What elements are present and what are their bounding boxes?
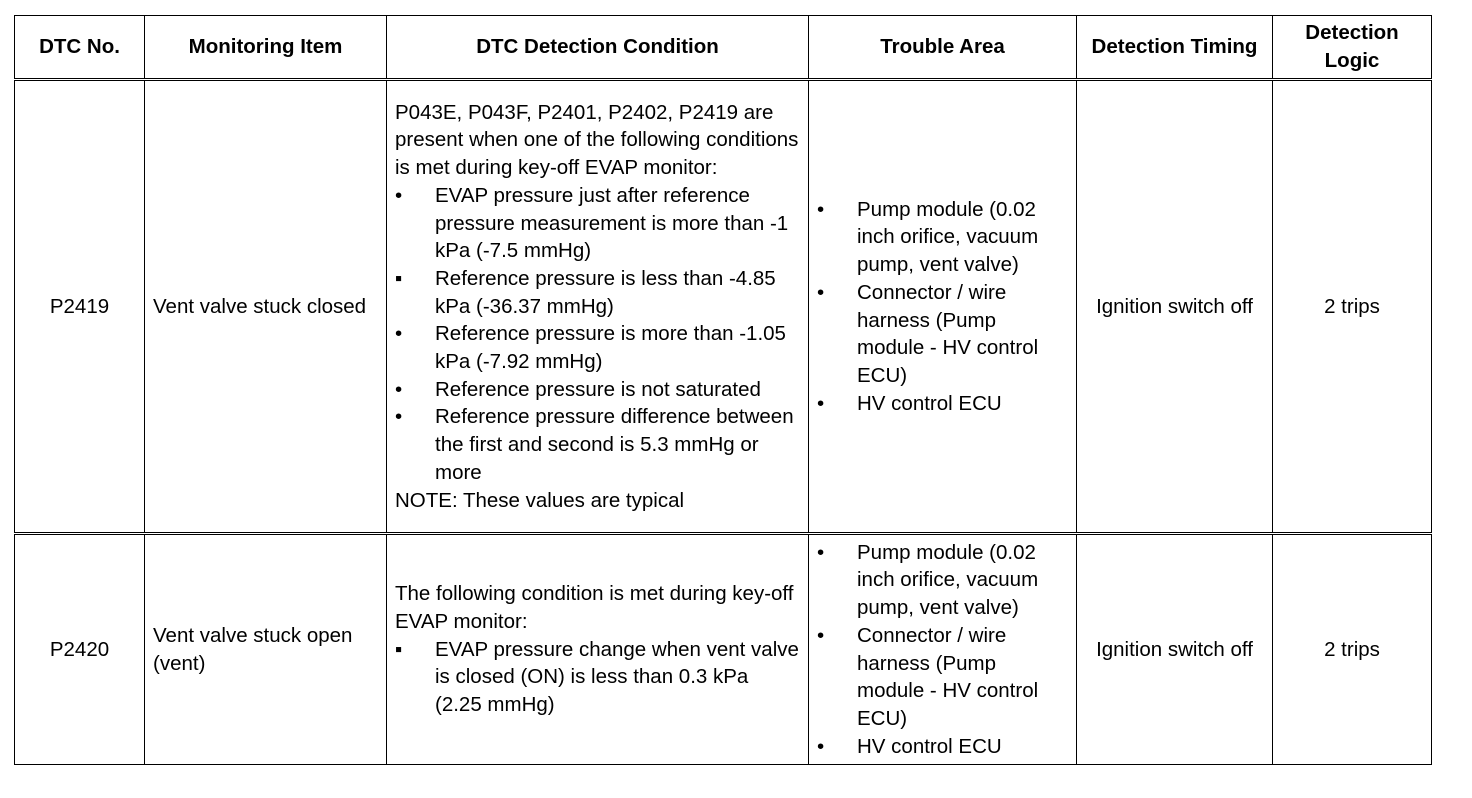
header-detection-logic: Detection Logic (1273, 16, 1432, 80)
trouble-area-list (817, 196, 1068, 418)
trouble-area (809, 80, 1077, 534)
list-item (817, 196, 1068, 279)
trouble-area-list (817, 539, 1068, 761)
header-detection-timing: Detection Timing (1077, 16, 1273, 80)
condition-note: NOTE: These values are typical (395, 488, 685, 512)
trouble-area-text: Pump module (0.02 inch orifice, vacuum pump, vent valve) (857, 197, 1039, 277)
list-item (817, 622, 1068, 733)
table-row (15, 534, 1432, 765)
trouble-area-text: Pump module (0.02 inch orifice, vacuum pump, vent valve) (857, 540, 1039, 620)
bullet-icon: • (817, 540, 825, 564)
trouble-area-text: Connector / wire harness (Pump module - HV control ECU) (857, 623, 1039, 730)
header-monitoring-item: Monitoring Item (145, 16, 387, 80)
list-item (395, 320, 800, 375)
list-item (395, 376, 800, 404)
list-item (817, 733, 1068, 761)
detection-logic: 2 trips (1273, 534, 1432, 765)
condition-text: Reference pressure is less than -4.85 kPa (-36.37 mmHg) (435, 266, 776, 318)
dtc-table (14, 15, 1432, 765)
header-detection-condition: DTC Detection Condition (387, 16, 809, 80)
condition-intro: P043E, P043F, P2401, P2402, P2419 are present when one of the following conditions is met during key-off EVAP monitor: (395, 100, 799, 180)
bullet-icon: • (395, 183, 403, 207)
bullet-icon: • (817, 734, 825, 758)
list-item (817, 539, 1068, 622)
list-item (817, 279, 1068, 390)
condition-list (395, 182, 800, 487)
detection-logic: 2 trips (1273, 80, 1432, 534)
trouble-area-text: HV control ECU (857, 734, 1002, 758)
trouble-area (809, 534, 1077, 765)
monitoring-item: Vent valve stuck closed (145, 80, 387, 534)
trouble-area-text: HV control ECU (857, 391, 1002, 415)
dtc-number: P2420 (15, 534, 145, 765)
dtc-number: P2419 (15, 80, 145, 534)
header-trouble-area: Trouble Area (809, 16, 1077, 80)
condition-text: EVAP pressure just after reference pressure measurement is more than -1 kPa (-7.5 mmHg) (435, 183, 789, 263)
list-item (395, 636, 800, 719)
condition-text: EVAP pressure change when vent valve is closed (ON) is less than 0.3 kPa (2.25 mmHg) (435, 637, 799, 717)
detection-condition (387, 80, 809, 534)
table-row (15, 80, 1432, 534)
condition-text: Reference pressure is more than -1.05 kPa (-7.92 mmHg) (435, 322, 786, 374)
trouble-area-text: Connector / wire harness (Pump module - HV control ECU) (857, 280, 1039, 387)
bullet-icon: • (817, 391, 825, 415)
bullet-icon: • (395, 405, 403, 429)
bullet-icon: • (817, 280, 825, 304)
detection-timing: Ignition switch off (1077, 80, 1273, 534)
bullet-icon: ▪ (395, 637, 403, 661)
bullet-icon: • (817, 623, 825, 647)
bullet-icon: • (817, 197, 825, 221)
list-item (395, 403, 800, 486)
header-row (15, 16, 1432, 80)
list-item (817, 390, 1068, 418)
bullet-icon: ▪ (395, 266, 403, 290)
monitoring-item: Vent valve stuck open (vent) (145, 534, 387, 765)
header-dtc-no: DTC No. (15, 16, 145, 80)
condition-intro: The following condition is met during key-off EVAP monitor: (395, 582, 794, 633)
condition-text: Reference pressure difference between the first and second is 5.3 mmHg or more (435, 405, 794, 484)
condition-text: Reference pressure is not saturated (435, 377, 761, 401)
detection-timing: Ignition switch off (1077, 534, 1273, 765)
bullet-icon: • (395, 322, 403, 346)
condition-list (395, 636, 800, 719)
list-item (395, 182, 800, 265)
detection-condition (387, 534, 809, 765)
list-item (395, 265, 800, 320)
bullet-icon: • (395, 377, 403, 401)
